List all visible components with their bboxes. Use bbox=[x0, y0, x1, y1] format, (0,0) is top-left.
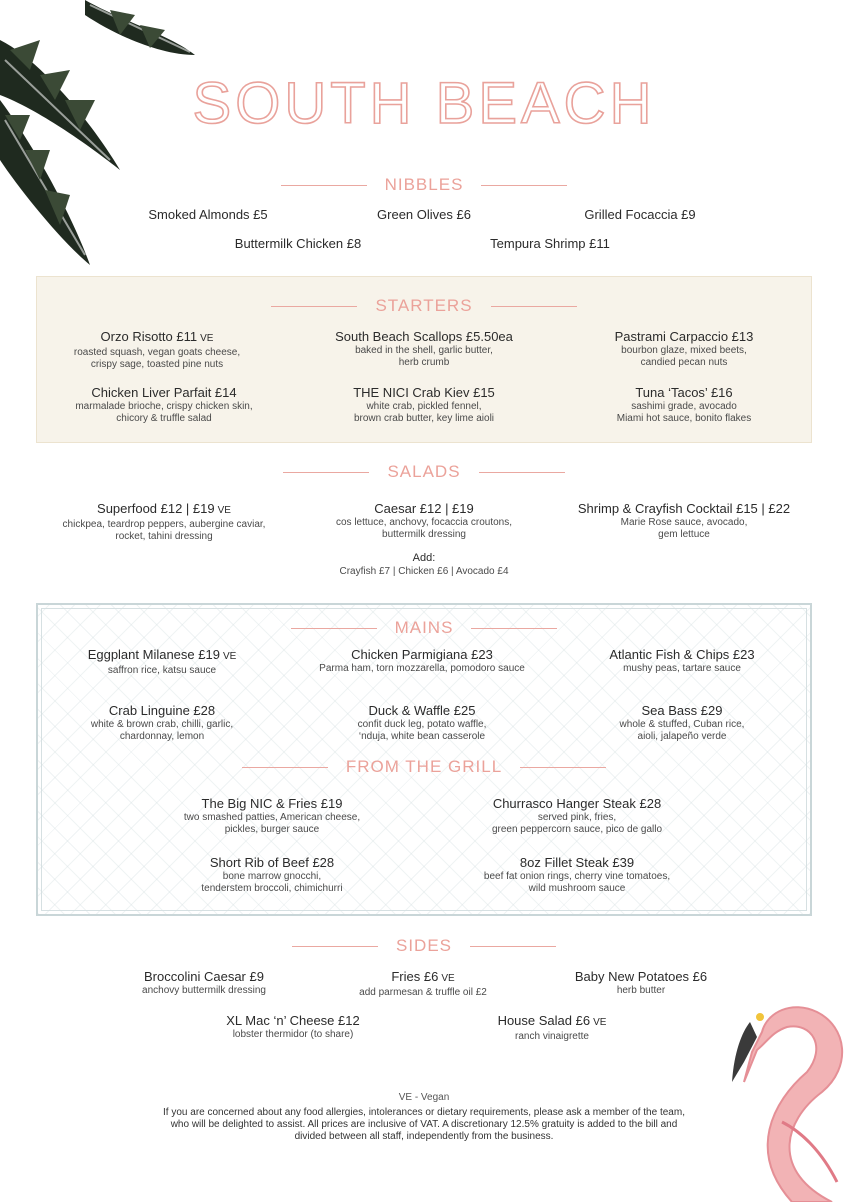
sides-heading: SIDES bbox=[0, 934, 848, 958]
nibble-item: Smoked Almonds £5 bbox=[148, 207, 268, 222]
restaurant-title: SOUTH BEACH bbox=[192, 71, 656, 136]
menu-item: Duck & Waffle £25 confit duck leg, potato waffle, ‘nduja, white bean casserole bbox=[357, 703, 487, 742]
menu-item: Chicken Parmigiana £23 Parma ham, torn mozzarella, pomodoro sauce bbox=[319, 647, 525, 674]
starters-heading: STARTERS bbox=[0, 294, 848, 318]
menu-item: Eggplant Milanese £19 VE saffron rice, katsu sauce bbox=[87, 647, 237, 676]
menu-item: THE NICI Crab Kiev £15 white crab, pickled fennel, brown crab butter, key lime aioli bbox=[353, 385, 495, 424]
menu-item: Orzo Risotto £11 VE roasted squash, vegan goats cheese, crispy sage, toasted pine nuts bbox=[73, 329, 241, 370]
add-options: Crayfish £7 | Chicken £6 | Avocado £4 bbox=[339, 566, 509, 577]
menu-item: Caesar £12 | £19 cos lettuce, anchovy, focaccia croutons, buttermilk dressing bbox=[335, 501, 512, 540]
menu-item: Chicken Liver Parfait £14 marmalade brioche, crispy chicken skin, chicory & truffle salad bbox=[75, 385, 253, 424]
menu-item: 8oz Fillet Steak £39 beef fat onion rings, cherry vine tomatoes, wild mushroom sauce bbox=[483, 855, 671, 894]
menu-item: Atlantic Fish & Chips £23 mushy peas, tartare sauce bbox=[609, 647, 755, 674]
nibble-item: Grilled Focaccia £9 bbox=[584, 207, 696, 222]
allergy-disclaimer: If you are concerned about any food allergies, intolerances or dietary requirements, please ask a member of the team, who will be delighted to assist. All prices are inclusive of VAT. A discretionary 12.5% gratuity is added to the bill and divided between all staff, independently from the business. bbox=[163, 1107, 685, 1142]
vegan-key: VE - Vegan bbox=[398, 1092, 450, 1103]
salads-heading: SALADS bbox=[0, 460, 848, 484]
flamingo-icon bbox=[712, 972, 848, 1202]
menu-item: House Salad £6 VE ranch vinaigrette bbox=[497, 1013, 607, 1042]
menu-item: XL Mac ‘n’ Cheese £12 lobster thermidor (to share) bbox=[226, 1013, 360, 1040]
menu-item: The Big NIC & Fries £19 two smashed patties, American cheese, pickles, burger sauce bbox=[183, 796, 361, 835]
menu-item: Fries £6 VE add parmesan & truffle oil £2 bbox=[359, 969, 487, 998]
menu-item: Pastrami Carpaccio £13 bourbon glaze, mixed beets, candied pecan nuts bbox=[614, 329, 754, 368]
menu-item: Superfood £12 | £19 VE chickpea, teardrop peppers, aubergine caviar, rocket, tahini dressing bbox=[62, 501, 266, 542]
menu-item: Tuna ‘Tacos’ £16 sashimi grade, avocado Miami hot sauce, bonito flakes bbox=[616, 385, 752, 424]
palm-leaf-icon bbox=[0, 0, 210, 280]
nibble-item: Tempura Shrimp £11 bbox=[490, 236, 610, 251]
menu-item: Churrasco Hanger Steak £28 served pink, fries, green peppercorn sauce, pico de gallo bbox=[491, 796, 663, 835]
nibble-item: Buttermilk Chicken £8 bbox=[234, 236, 362, 251]
menu-item: South Beach Scallops £5.50ea baked in the shell, garlic butter, herb crumb bbox=[335, 329, 513, 368]
add-label: Add: bbox=[412, 552, 436, 564]
menu-item: Shrimp & Crayfish Cocktail £15 | £22 Marie Rose sauce, avocado, gem lettuce bbox=[577, 501, 791, 540]
nibble-item: Green Olives £6 bbox=[377, 207, 471, 222]
menu-item: Short Rib of Beef £28 bone marrow gnocchi, tenderstem broccoli, chimichurri bbox=[201, 855, 343, 894]
menu-item: Baby New Potatoes £6 herb butter bbox=[574, 969, 708, 996]
grill-heading: FROM THE GRILL bbox=[0, 755, 848, 779]
nibbles-heading: NIBBLES bbox=[0, 173, 848, 197]
menu-item: Crab Linguine £28 white & brown crab, chilli, garlic, chardonnay, lemon bbox=[90, 703, 234, 742]
mains-heading: MAINS bbox=[0, 616, 848, 640]
menu-item: Broccolini Caesar £9 anchovy buttermilk dressing bbox=[142, 969, 266, 996]
menu-item: Sea Bass £29 whole & stuffed, Cuban rice, aioli, jalapeño verde bbox=[619, 703, 745, 742]
